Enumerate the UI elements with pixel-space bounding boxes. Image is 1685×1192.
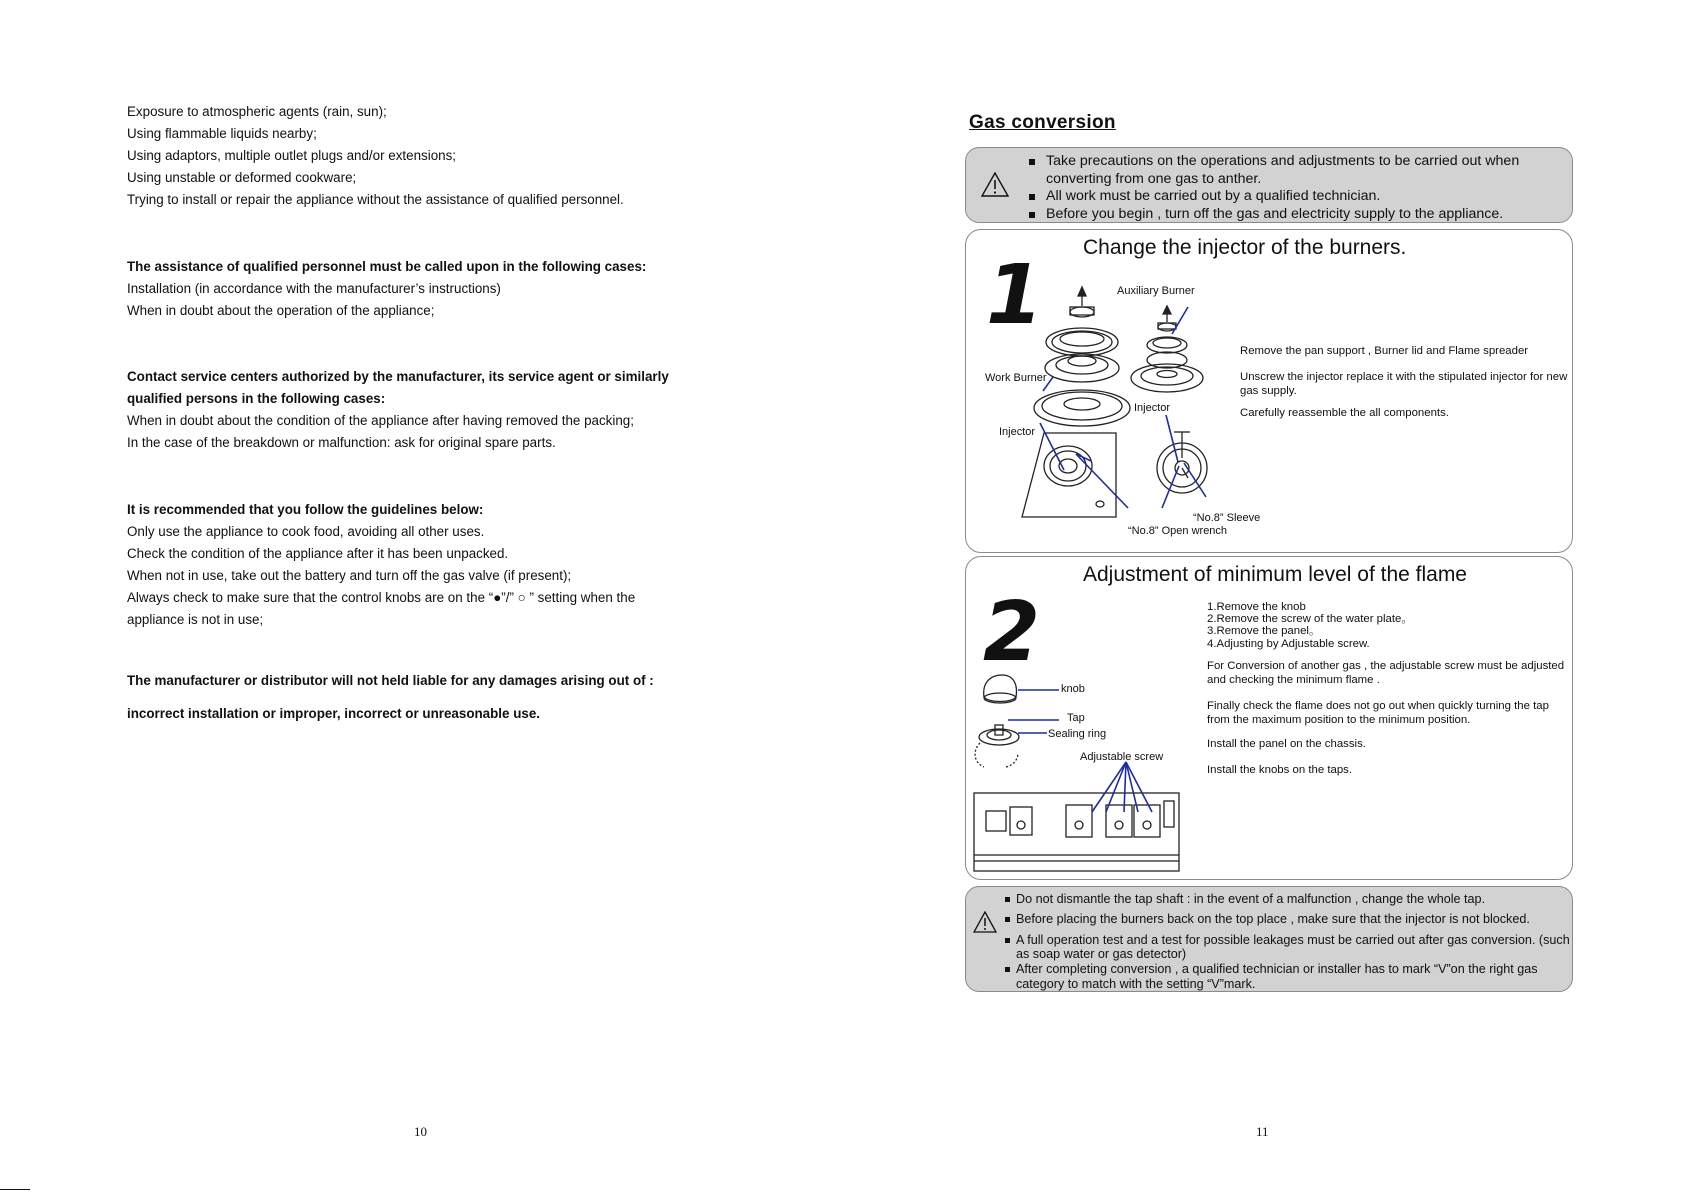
warning-triangle-icon: [981, 172, 1009, 197]
step2-instruction: Install the knobs on the taps.: [1207, 764, 1353, 776]
knob-label: knob: [1061, 683, 1085, 695]
step2-instruction: For Conversion of another gas , the adjustable screw must be adjusted and checking the minimum flame .: [1207, 660, 1565, 686]
warning-box-bottom: [965, 886, 1573, 992]
adjustable-screw-label: Adjustable screw: [1080, 751, 1164, 763]
contact-heading-line1: Contact service centers authorized by the manufacturer, its service agent or similarly: [127, 369, 669, 384]
left-page: [0, 0, 842, 1192]
step2-number: 2: [983, 585, 1037, 680]
injector-left-label: Injector: [999, 426, 1036, 438]
step2-list-item: 3.Remove the panel。: [1207, 625, 1321, 638]
corner-mark: [0, 1189, 30, 1190]
guidelines-heading: It is recommended that you follow the guidelines below:: [127, 502, 484, 517]
bullet-square-icon: [1029, 194, 1035, 200]
page-number: 10: [414, 1124, 427, 1139]
sealing-ring-label: Sealing ring: [1048, 728, 1107, 740]
warning-item: A full operation test and a test for possible leakages must be carried out after gas conversion. (such as soap water or gas detector): [1004, 933, 1574, 963]
hazard-item: Using flammable liquids nearby;: [127, 126, 317, 141]
hazard-item: Using adaptors, multiple outlet plugs and/or extensions;: [127, 148, 457, 163]
liability-line2: incorrect installation or improper, incorrect or unreasonable use.: [127, 706, 540, 721]
step2-instruction: Install the panel on the chassis.: [1207, 738, 1366, 750]
step1-panel: [965, 229, 1573, 553]
right-page: [842, 0, 1685, 1192]
step1-instruction: Carefully reassemble the all components.: [1240, 407, 1449, 419]
bullet-square-icon: [1005, 938, 1010, 943]
liability-line1: The manufacturer or distributor will not held liable for any damages arising out of :: [127, 673, 654, 688]
liability-section: [127, 670, 747, 692]
warning-triangle-icon: [973, 911, 997, 933]
auxiliary-burner-label: Auxiliary Burner: [1117, 285, 1195, 297]
step2-list: [1207, 601, 1567, 650]
assistance-section: [127, 256, 747, 322]
warning-item: Do not dismantle the tap shaft : in the event of a malfunction , change the whole tap.: [1004, 892, 1574, 907]
guideline-item: Only use the appliance to cook food, avoiding all other uses.: [127, 524, 485, 539]
hazard-item: Using unstable or deformed cookware;: [127, 170, 357, 185]
contact-item: When in doubt about the condition of the appliance after having removed the packing;: [127, 413, 634, 428]
guideline-item: appliance is not in use;: [127, 612, 264, 627]
step1-title: Change the injector of the burners.: [1083, 236, 1407, 259]
injector-right-label: Injector: [1134, 402, 1171, 414]
step2-instruction: Finally check the flame does not go out when quickly turning the tap from the maximum position to the minimum position.: [1207, 700, 1549, 726]
sleeve-label: “No.8” Sleeve: [1193, 512, 1261, 524]
step2-panel: [965, 556, 1573, 880]
guideline-item: Always check to make sure that the control knobs are on the “●”/” ○ ” setting when the: [127, 590, 636, 605]
liability-section-2: [127, 703, 747, 725]
warning-box-top: [965, 147, 1573, 223]
hazard-item: Exposure to atmospheric agents (rain, sun);: [127, 104, 387, 119]
guideline-item: Check the condition of the appliance after it has been unpacked.: [127, 546, 509, 561]
contact-section: [127, 366, 747, 454]
contact-heading-line2: qualified persons in the following cases:: [127, 391, 386, 406]
work-burner-label: Work Burner: [985, 372, 1047, 384]
hazard-item: Trying to install or repair the appliance without the assistance of qualified personnel.: [127, 192, 624, 207]
guideline-item: When not in use, take out the battery and turn off the gas valve (if present);: [127, 568, 572, 583]
warning-item: Take precautions on the operations and adjustments to be carried out when converting from one gas to anther.: [1028, 153, 1568, 188]
step2-title: Adjustment of minimum level of the flame: [1083, 563, 1467, 586]
section-title: Gas conversion: [969, 112, 1116, 133]
assistance-item: When in doubt about the operation of the appliance;: [127, 303, 435, 318]
step2-list-item: 2.Remove the screw of the water plate。: [1207, 613, 1413, 626]
bullet-square-icon: [1005, 967, 1010, 972]
assistance-item: Installation (in accordance with the manufacturer’s instructions): [127, 281, 501, 296]
bullet-square-icon: [1005, 917, 1010, 922]
step2-list-item: 4.Adjusting by Adjustable screw.: [1207, 637, 1370, 650]
page-number: 11: [1256, 1124, 1269, 1139]
tap-label: Tap: [1067, 712, 1085, 724]
warning-item: Before you begin , turn off the gas and electricity supply to the appliance.: [1028, 206, 1568, 224]
bullet-square-icon: [1029, 159, 1035, 165]
step2-list-item: 1.Remove the knob: [1207, 601, 1306, 613]
contact-item: In the case of the breakdown or malfunction: ask for original spare parts.: [127, 435, 556, 450]
step1-instruction: Unscrew the injector replace it with the stipulated injector for new gas supply.: [1240, 371, 1568, 397]
open-wrench-label: “No.8” Open wrench: [1128, 525, 1228, 537]
assistance-heading: The assistance of qualified personnel must be called upon in the following cases:: [127, 259, 647, 274]
bullet-square-icon: [1005, 897, 1010, 902]
warning-item: Before placing the burners back on the top place , make sure that the injector is not blocked.: [1004, 912, 1574, 927]
hazard-list: [127, 101, 747, 211]
guidelines-section: [127, 499, 747, 631]
warning-item: After completing conversion , a qualified technician or installer has to mark “V”on the right gas category to match with the setting “V”mark.: [1004, 962, 1574, 992]
bullet-square-icon: [1029, 212, 1035, 218]
step1-number: 1: [986, 248, 1040, 343]
step1-instruction: Remove the pan support , Burner lid and Flame spreader: [1240, 345, 1529, 357]
warning-item: All work must be carried out by a qualified technician.: [1028, 188, 1568, 206]
